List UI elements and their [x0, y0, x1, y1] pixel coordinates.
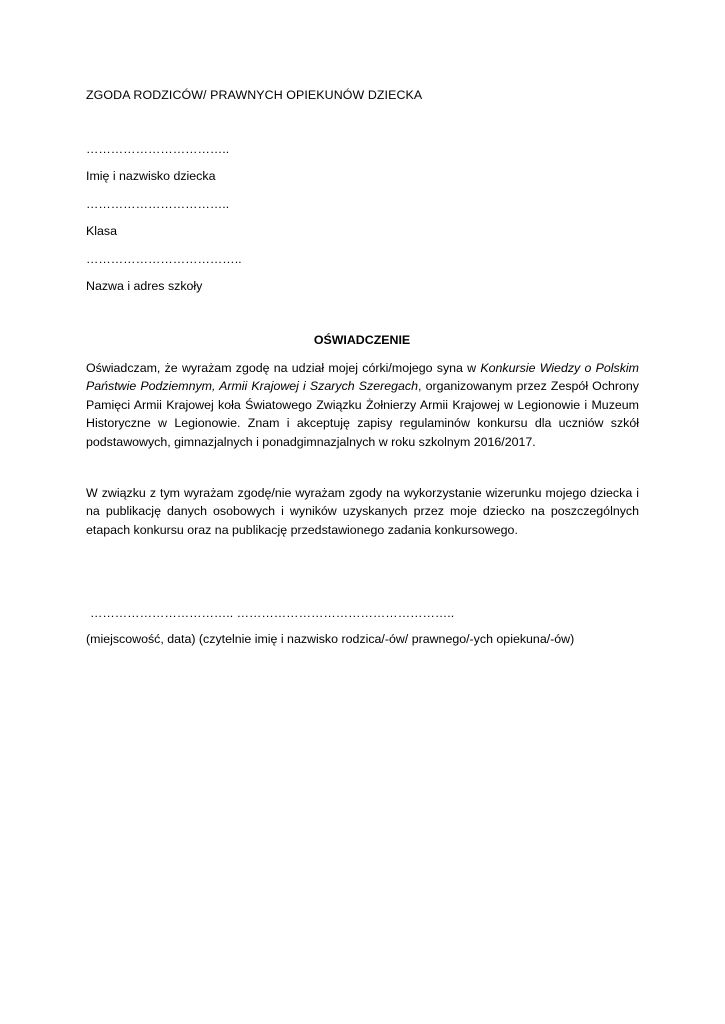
class-placeholder-dots: …………………………….. — [86, 197, 230, 211]
document-heading: ZGODA RODZICÓW/ PRAWNYCH OPIEKUNÓW DZIECKA — [86, 88, 423, 102]
statement-title: OŚWIADCZENIE — [313, 333, 411, 347]
class-label: Klasa — [86, 224, 117, 238]
school-label: Nazwa i adres szkoły — [86, 279, 203, 293]
signature-placeholder-dots: …………………………….. …………………………………………….. — [90, 606, 455, 620]
competition-name: Konkursie Wiedzy o Polskim Państwie Podziemnym, Armii Krajowej i Szarych Szeregach — [86, 361, 639, 394]
child-name-label: Imię i nazwisko dziecka — [86, 169, 216, 183]
signature-caption: (miejscowość, data) (czytelnie imię i nazwisko rodzica/-ów/ prawnego/-ych opiekuna/-ów) — [86, 632, 575, 646]
paragraph-text-start: Oświadczam, że wyrażam zgodę na udział mojej córki/mojego syna w — [86, 361, 481, 375]
image-consent-paragraph: W związku z tym wyrażam zgodę/nie wyrażam zgody na wykorzystanie wizerunku mojego dziecka i na publikację danych osobowych i wyników uzyskanych przez moje dziecko na poszczególnych etapach konkursu oraz na publikację przedstawionego zadania konkursowego. — [86, 486, 639, 537]
statement-paragraph-consent — [86, 359, 639, 451]
child-name-placeholder-dots: …………………………….. — [86, 142, 230, 156]
paragraph-text-end: , organizowanym przez Zespół Ochrony Pamięci Armii Krajowej koła Światowego Związku Żołnierzy Armii Krajowej w Legionowie i Muzeum Historyczne w Legionowie. Znam i akceptuję zapisy regulaminów konkursu dla uczniów szkół podstawowych, gimnazjalnych i ponadgimnazjalnych w roku szkolnym 2016/2017. — [86, 379, 640, 449]
school-placeholder-dots: ……………………………….. — [86, 252, 242, 266]
